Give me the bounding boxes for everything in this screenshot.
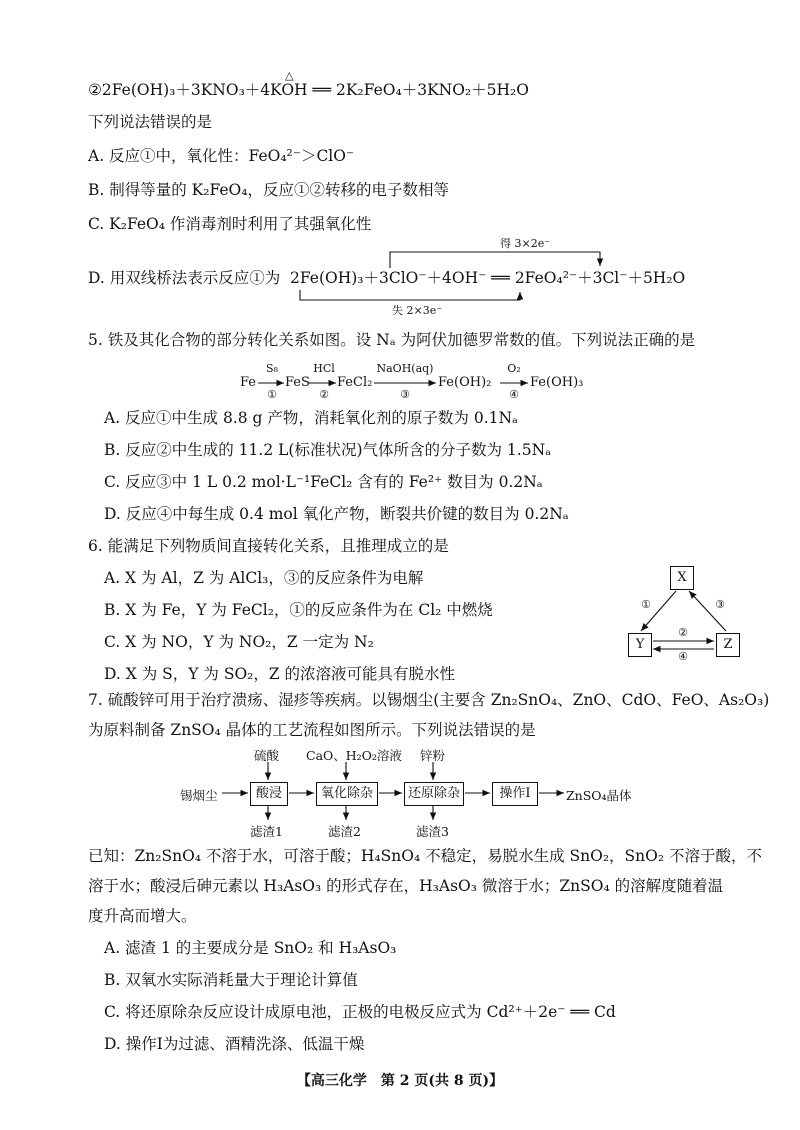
reagent-hcl: HCl [313,362,335,375]
electron-loss-bridge [300,290,520,300]
step-4-label: ④ [509,388,519,401]
q7-option-c: C. 将还原除杂反应设计成原电池，正极的电极反应式为 Cd²⁺＋2e⁻ ══ Cd [104,1003,616,1021]
flow-reagent-sulfuric-acid: 硫酸 [254,748,280,763]
heat-condition: △ [285,69,294,82]
flow-step-reduction: 还原除杂 [404,782,464,806]
reagent-s8: S₈ [266,362,278,375]
q7-stem-line2: 为原料制备 ZnSO₄ 晶体的工艺流程如图所示。下列说法错误的是 [88,721,536,739]
q5-stem: 5. 铁及其化合物的部分转化关系如图。设 Nₐ 为阿伏加德罗常数的值。下列说法正确的是 [88,331,696,349]
electron-gain-label: 得 3×2e⁻ [500,237,551,250]
q4-option-b: B. 制得等量的 K₂FeO₄，反应①②转移的电子数相等 [88,181,449,199]
flow-reagent-cao-h2o2: CaO、H₂O₂溶液 [306,748,402,763]
flow-residue-1: 滤渣1 [250,824,283,839]
q7-option-a: A. 滤渣 1 的主要成分是 SnO₂ 和 H₃AsO₃ [104,939,397,957]
flow-step-oxidation: 氧化除杂 [316,782,378,806]
q4-stem: 下列说法错误的是 [88,113,213,131]
q6-option-c: C. X 为 NO，Y 为 NO₂，Z 一定为 N₂ [104,633,374,651]
q7-stem-line1: 7. 硫酸锌可用于治疗溃疡、湿疹等疾病。以锡烟尘(主要含 Zn₂SnO₄、ZnO、CdO、FeO、As₂O₃) [88,691,770,709]
q7-option-b: B. 双氧水实际消耗量大于理论计算值 [104,971,358,989]
step-2-label: ② [319,388,329,401]
edge-3-label: ③ [715,598,725,611]
edge-2-label: ② [678,626,688,639]
chain-fecl2: FeCl₂ [337,375,373,390]
flow-step-operation-1: 操作Ⅰ [492,782,538,806]
q4-option-c: C. K₂FeO₄ 作消毒剂时利用了其强氧化性 [88,215,372,233]
flow-residue-3: 滤渣3 [416,824,449,839]
edge-1-label: ① [641,598,651,611]
q6-option-b: B. X 为 Fe，Y 为 FeCl₂，①的反应条件为在 Cl₂ 中燃烧 [104,601,493,619]
edge-1-arrow [641,591,676,631]
q5-option-c: C. 反应③中 1 L 0.2 mol·L⁻¹FeCl₂ 含有的 Fe²⁺ 数目为 0.2Nₐ [104,473,543,491]
q6-stem: 6. 能满足下列物质间直接转化关系，且推理成立的是 [88,537,449,555]
reagent-naoh: NaOH(aq) [376,362,434,375]
q6-option-d: D. X 为 S，Y 为 SO₂，Z 的浓溶液可能具有脱水性 [104,665,456,683]
q4-option-a: A. 反应①中，氧化性：FeO₄²⁻＞ClO⁻ [88,147,355,165]
q4-option-d-prefix: D. 用双线桥法表示反应①为 [88,269,281,287]
reaction-2: ②2Fe(OH)₃＋3KNO₃＋4KOH ══ 2K₂FeO₄＋3KNO₂＋5H₂O [88,81,529,99]
page-footer: 【高三化学 第 2 页(共 8 页)】 [296,1073,504,1089]
q5-option-a: A. 反应①中生成 8.8 g 产物，消耗氧化剂的原子数为 0.1Nₐ [104,409,519,427]
q5-option-d: D. 反应④中每生成 0.4 mol 氧化产物，断裂共价键的数目为 0.2Nₐ [104,505,569,523]
chain-fes: FeS [285,375,310,390]
q6-option-a: A. X 为 Al，Z 为 AlCl₃，③的反应条件为电解 [104,569,424,587]
known-line3: 度升高而增大。 [88,907,197,925]
chain-feoh3: Fe(OH)₃ [530,375,584,390]
node-y: Y [628,633,652,657]
known-line1: 已知：Zn₂SnO₄ 不溶于水，可溶于酸；H₄SnO₄ 不稳定，易脱水生成 SnO₂，SnO₂ 不溶于酸，不 [88,847,762,865]
q4-option-d-equation: 2Fe(OH)₃＋3ClO⁻＋4OH⁻ ══ 2FeO₄²⁻＋3Cl⁻＋5H₂O [290,269,686,287]
node-x: X [670,566,694,590]
reagent-o2: O₂ [507,362,521,375]
electron-loss-label: 失 2×3e⁻ [392,304,443,317]
flow-raw-material: 锡烟尘 [180,788,218,803]
edge-4-label: ④ [678,650,688,663]
chain-fe: Fe [240,375,257,390]
node-z: Z [716,633,740,657]
flow-step-acid-leach: 酸浸 [250,782,288,806]
step-1-label: ① [267,388,277,401]
known-line2: 溶于水；酸浸后砷元素以 H₃AsO₃ 的形式存在，H₃AsO₃ 微溶于水；ZnSO₄ 的溶解度随着温 [88,877,724,895]
flow-reagent-zinc-powder: 锌粉 [420,748,446,763]
edge-3-arrow [689,591,726,631]
chain-feoh2: Fe(OH)₂ [438,375,492,390]
q5-option-b: B. 反应②中生成的 11.2 L(标准状况)气体所含的分子数为 1.5Nₐ [104,441,552,459]
step-3-label: ③ [400,388,410,401]
q7-option-d: D. 操作Ⅰ为过滤、酒精洗涤、低温干燥 [104,1035,365,1053]
electron-gain-bridge [390,252,600,268]
flow-residue-2: 滤渣2 [328,824,361,839]
flow-product: ZnSO₄晶体 [566,788,632,803]
